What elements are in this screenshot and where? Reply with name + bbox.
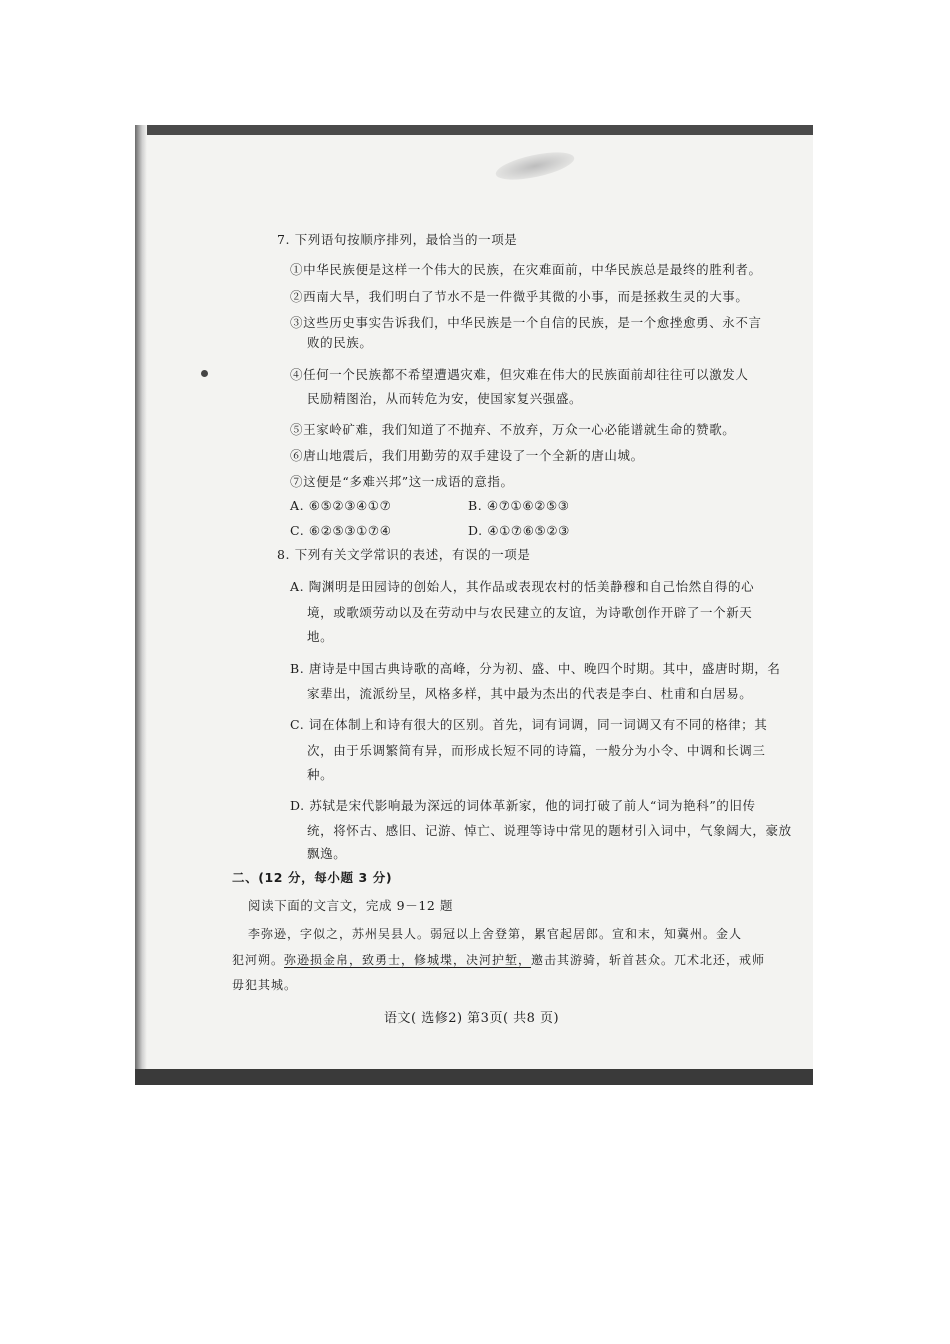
q8-option-d: D. 苏轼是宋代影响最为深远的词体革新家，他的词打破了前人“词为艳科”的旧传 bbox=[290, 798, 756, 813]
q7-item: ④任何一个民族都不希望遭遇灾难，但灾难在伟大的民族面前却往往可以激发人 bbox=[290, 367, 749, 382]
q7-option-d: D. ④①⑦⑥⑤②③ bbox=[468, 523, 570, 538]
underlined-sentence: 弥逊损金帛，致勇士，修城堞，决河护堑， bbox=[284, 953, 532, 967]
q7-option-b: B. ④⑦①⑥②⑤③ bbox=[468, 498, 570, 513]
q7-item: ①中华民族便是这样一个伟大的民族，在灾难面前，中华民族总是最终的胜利者。 bbox=[290, 262, 762, 277]
q7-item: ⑤王家岭矿难，我们知道了不抛弃、不放弃，万众一心必能谱就生命的赞歌。 bbox=[290, 422, 736, 437]
q8-option-c: C. 词在体制上和诗有很大的区别。首先，词有词调，同一词调又有不同的格律；其 bbox=[290, 717, 768, 732]
q8-option-d-continued: 飘逸。 bbox=[307, 846, 347, 861]
q7-item: ⑦这便是“多难兴邦”这一成语的意指。 bbox=[290, 474, 514, 489]
q7-item: ②西南大旱，我们明白了节水不是一件微乎其微的小事，而是拯救生灵的大事。 bbox=[290, 289, 749, 304]
q8-option-a-continued: 境，或歌颂劳动以及在劳动中与农民建立的友谊，为诗歌创作开辟了一个新天 bbox=[307, 605, 753, 620]
q7-item: ⑥唐山地震后，我们用勤劳的双手建设了一个全新的唐山城。 bbox=[290, 448, 644, 463]
q7-item-continued: 败的民族。 bbox=[307, 335, 373, 350]
q7-stem: 7. 下列语句按顺序排列，最恰当的一项是 bbox=[277, 232, 518, 247]
page-footer: 语文( 选修2) 第3页( 共8 页) bbox=[384, 1011, 560, 1026]
classical-text-segment: 犯河朔。 bbox=[232, 953, 285, 967]
q7-option-c: C. ⑥②⑤③①⑦④ bbox=[290, 523, 392, 538]
q8-option-c-continued: 种。 bbox=[307, 767, 334, 782]
section-heading: 二、(12 分，每小题 3 分) bbox=[232, 870, 393, 885]
classical-text-segment: 邀击其游骑，斩首甚众。兀术北还，戒师 bbox=[531, 953, 766, 967]
q8-option-b-continued: 家辈出，流派纷呈，风格多样，其中最为杰出的代表是李白、杜甫和白居易。 bbox=[307, 686, 753, 701]
classical-text-line: 李弥逊，字似之，苏州吴县人。弱冠以上舍登第，累官起居郎。宣和末，知冀州。金人 bbox=[248, 927, 743, 941]
section-instruction: 阅读下面的文言文，完成 9－12 题 bbox=[248, 898, 454, 913]
q7-option-a: A. ⑥⑤②③④①⑦ bbox=[290, 498, 392, 513]
classical-text-line: 毋犯其城。 bbox=[232, 978, 298, 992]
q7-item: ③这些历史事实告诉我们，中华民族是一个自信的民族，是一个愈挫愈勇、永不言 bbox=[290, 315, 762, 330]
q8-option-b: B. 唐诗是中国古典诗歌的高峰，分为初、盛、中、晚四个时期。其中，盛唐时期，名 bbox=[290, 661, 781, 676]
q7-item-continued: 民励精图治，从而转危为安，使国家复兴强盛。 bbox=[307, 391, 583, 406]
scanned-page bbox=[135, 125, 813, 1085]
q8-option-d-continued: 统，将怀古、感旧、记游、悼亡、说理等诗中常见的题材引入词中，气象阔大，豪放 bbox=[307, 823, 792, 838]
classical-text-line bbox=[232, 951, 765, 969]
q8-option-a: A. 陶渊明是田园诗的创始人，其作品或表现农村的恬美静穆和自己怡然自得的心 bbox=[290, 579, 755, 594]
q8-stem: 8. 下列有关文学常识的表述，有误的一项是 bbox=[277, 547, 531, 562]
q8-option-a-continued: 地。 bbox=[307, 629, 334, 644]
q8-option-c-continued: 次，由于乐调繁简有异，而形成长短不同的诗篇，一般分为小令、中调和长调三 bbox=[307, 743, 766, 758]
page-content bbox=[135, 125, 813, 1085]
